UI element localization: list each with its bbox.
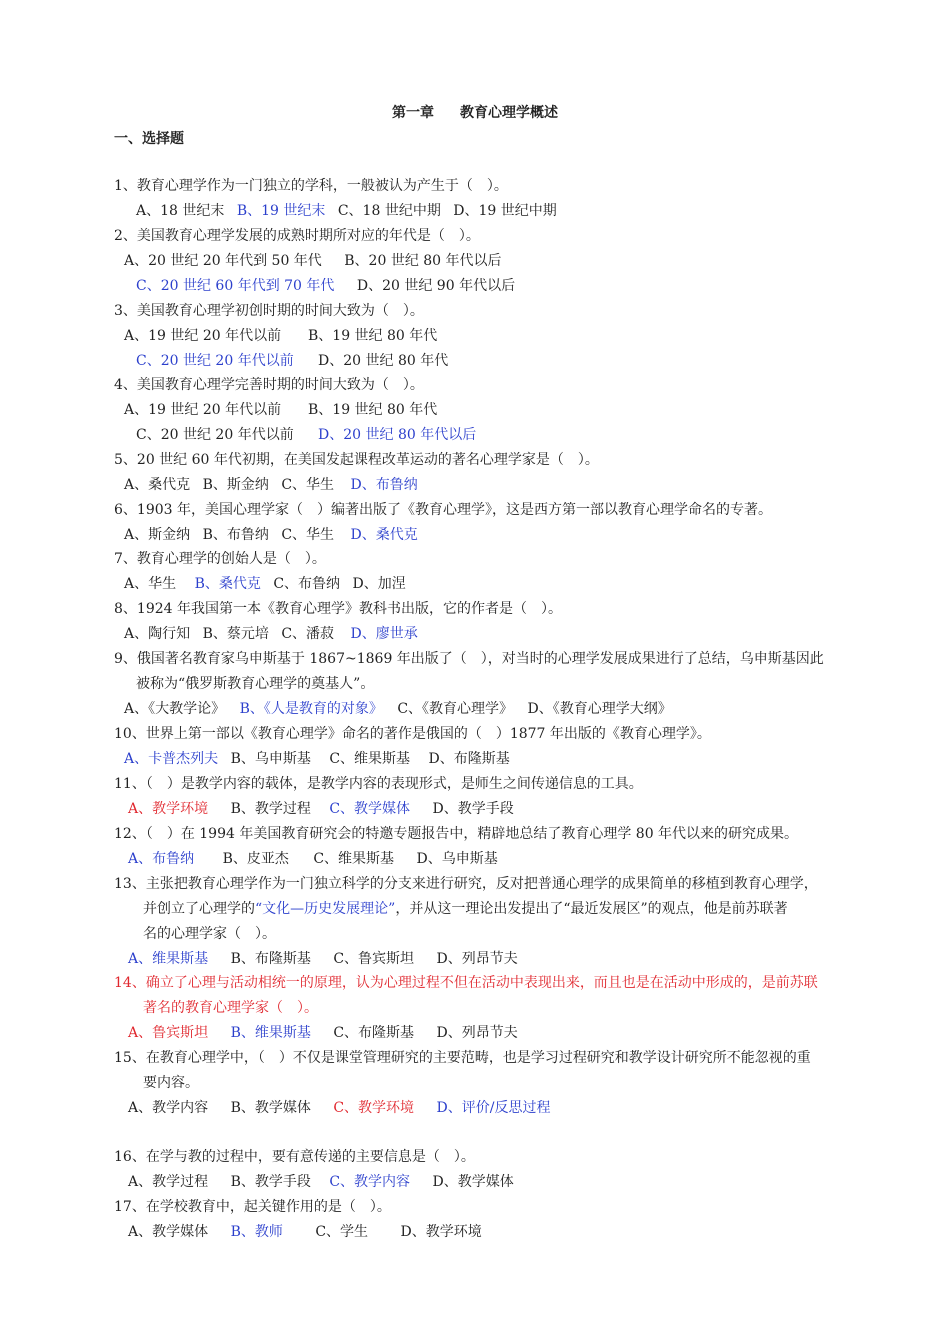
option-c: C、维果斯基 — [313, 851, 395, 867]
question-12: 12、（ ）在 1994 年美国教育研究会的特邀专题报告中，精辟地总结了教育心理学 80 年代以来的研究成果。 — [114, 826, 799, 842]
section-heading: 一、选择题 — [114, 131, 184, 147]
option-a: A、19 世纪 20 年代以前 — [124, 402, 282, 418]
question-3: 3、美国教育心理学初创时期的时间大致为（ ）。 — [114, 303, 424, 319]
option-a: A、斯金纳 — [124, 527, 191, 543]
option-d: D、教学环境 — [400, 1224, 482, 1240]
option-d: D、布隆斯基 — [428, 751, 510, 767]
option-b: B、乌申斯基 — [230, 751, 311, 767]
option-b: B、20 世纪 80 年代以后 — [344, 253, 502, 269]
chapter-name: 教育心理学概述 — [460, 105, 558, 121]
option-a: A、华生 — [124, 576, 177, 592]
option-d: D、乌申斯基 — [416, 851, 498, 867]
option-b: B、教学媒体 — [230, 1100, 311, 1116]
option-d: D、加涅 — [352, 576, 406, 592]
option-b: B、教学过程 — [230, 801, 311, 817]
option-a-marked: A、鲁宾斯坦 — [128, 1025, 209, 1041]
question-16-options — [128, 1172, 514, 1192]
option-d-answer: D、评价/反思过程 — [436, 1100, 551, 1116]
question-8: 8、1924 年我国第一本《教育心理学》教科书出版，它的作者是（ ）。 — [114, 601, 562, 617]
option-c: C、布鲁纳 — [273, 576, 341, 592]
question-10: 10、世界上第一部以《教育心理学》命名的著作是俄国的（ ）1877 年出版的《教育心理学》。 — [114, 726, 711, 742]
question-1: 1、教育心理学作为一门独立的学科，一般被认为产生于（ ）。 — [114, 178, 508, 194]
question-17: 17、在学校教育中，起关键作用的是（ ）。 — [114, 1199, 391, 1215]
theory-name-highlight: “文化—历史发展理论” — [255, 901, 396, 917]
option-d: D、列昂节夫 — [436, 951, 518, 967]
question-16: 16、在学与教的过程中，要有意传递的主要信息是（ ）。 — [114, 1149, 475, 1165]
question-8-options — [124, 624, 418, 644]
option-a: A、教学内容 — [128, 1100, 209, 1116]
option-b: B、蔡元培 — [202, 626, 269, 642]
question-4-options-ab — [124, 400, 437, 420]
question-15: 15、在教育心理学中，（ ）不仅是课堂管理研究的主要范畴，也是学习过程研究和教学设计研究所不能忽视的重 — [114, 1050, 811, 1066]
question-3-options-ab — [124, 326, 437, 346]
question-10-options — [124, 749, 510, 769]
option-a: A、《大教学论》 — [124, 701, 226, 717]
option-b-answer: B、维果斯基 — [230, 1025, 311, 1041]
question-12-options — [128, 849, 498, 869]
option-d: D、19 世纪中期 — [453, 203, 557, 219]
question-11: 11、（ ）是教学内容的载体，是教学内容的表现形式，是师生之间传递信息的工具。 — [114, 776, 643, 792]
option-b-answer: B、桑代克 — [194, 576, 261, 592]
option-b: B、布隆斯基 — [230, 951, 311, 967]
option-a: A、桑代克 — [124, 477, 191, 493]
question-13-options — [128, 949, 518, 969]
option-d: D、《教育心理学大纲》 — [527, 701, 672, 717]
question-14-options — [128, 1023, 518, 1043]
question-13-text-b: ，并从这一理论出发提出了“最近发展区”的观点，他是前苏联著 — [395, 901, 788, 917]
option-c: C、18 世纪中期 — [337, 203, 441, 219]
question-17-options — [128, 1222, 482, 1242]
option-b: B、斯金纳 — [202, 477, 269, 493]
option-c: C、华生 — [281, 477, 335, 493]
question-6-options — [124, 525, 418, 545]
option-a: A、19 世纪 20 年代以前 — [124, 328, 282, 344]
question-2-options-ab — [124, 251, 502, 271]
option-c: C、潘菽 — [281, 626, 335, 642]
option-b: B、19 世纪 80 年代 — [308, 402, 438, 418]
question-5: 5、20 世纪 60 年代初期，在美国发起课程改革运动的著名心理学家是（ ）。 — [114, 452, 599, 468]
option-c-answer: C、教学内容 — [329, 1174, 411, 1190]
option-c: C、鲁宾斯坦 — [333, 951, 415, 967]
question-14-continued: 著名的教育心理学家（ ）。 — [143, 1000, 318, 1016]
option-c-answer: C、20 世纪 60 年代到 70 年代 — [136, 278, 335, 294]
question-13-end: 名的心理学家（ ）。 — [143, 926, 276, 942]
question-9: 9、俄国著名教育家乌申斯基于 1867~1869 年出版了（ ），对当时的心理学发展成果进行了总结，乌申斯基因此 — [114, 651, 824, 667]
option-d: D、20 世纪 90 年代以后 — [356, 278, 516, 294]
option-c-answer: C、20 世纪 20 年代以前 — [136, 353, 294, 369]
option-c: C、《教育心理学》 — [397, 701, 514, 717]
option-a-answer: A、维果斯基 — [128, 951, 209, 967]
option-a: A、20 世纪 20 年代到 50 年代 — [124, 253, 322, 269]
question-7: 7、教育心理学的创始人是（ ）。 — [114, 551, 326, 567]
question-2: 2、美国教育心理学发展的成熟时期所对应的年代是（ ）。 — [114, 228, 480, 244]
question-1-options — [136, 201, 557, 221]
question-7-options — [124, 574, 406, 594]
question-13-continued — [143, 899, 788, 919]
question-13-text-a: 并创立了心理学的 — [143, 901, 255, 917]
question-9-continued: 被称为“俄罗斯教育心理学的奠基人”。 — [136, 676, 375, 692]
option-b: B、19 世纪 80 年代 — [308, 328, 438, 344]
option-a-marked: A、教学环境 — [128, 801, 209, 817]
option-c-marked: C、教学环境 — [333, 1100, 415, 1116]
question-6: 6、1903 年，美国心理学家（ ）编著出版了《教育心理学》，这是西方第一部以教育心理学命名的专著。 — [114, 502, 772, 518]
option-d: D、教学手段 — [432, 801, 514, 817]
option-c: C、20 世纪 20 年代以前 — [136, 427, 294, 443]
option-b: B、皮亚杰 — [222, 851, 289, 867]
question-9-options — [124, 699, 672, 719]
option-d-answer: D、桑代克 — [350, 527, 418, 543]
option-a-answer: A、布鲁纳 — [128, 851, 195, 867]
option-a: A、陶行知 — [124, 626, 191, 642]
option-b-answer: B、《人是教育的对象》 — [239, 701, 383, 717]
question-14: 14、确立了心理与活动相统一的原理，认为心理过程不但在活动中表现出来，而且也是在活动中形成的，是前苏联 — [114, 975, 818, 991]
page-title — [0, 102, 950, 122]
option-c: C、华生 — [281, 527, 335, 543]
question-4-options-cd — [136, 425, 476, 445]
option-c: C、布隆斯基 — [333, 1025, 415, 1041]
option-b-answer: B、19 世纪末 — [236, 203, 326, 219]
question-15-options — [128, 1098, 550, 1118]
chapter-number: 第一章 — [392, 105, 434, 121]
question-15-continued: 要内容。 — [143, 1075, 199, 1091]
option-d: D、列昂节夫 — [436, 1025, 518, 1041]
question-4: 4、美国教育心理学完善时期的时间大致为（ ）。 — [114, 377, 424, 393]
option-d: D、20 世纪 80 年代 — [318, 353, 449, 369]
question-11-options — [128, 799, 514, 819]
option-d-answer: D、布鲁纳 — [350, 477, 418, 493]
question-3-options-cd — [136, 351, 448, 371]
option-a: A、18 世纪末 — [136, 203, 225, 219]
option-b: B、教学手段 — [230, 1174, 311, 1190]
option-b: B、布鲁纳 — [202, 527, 269, 543]
question-13: 13、主张把教育心理学作为一门独立科学的分支来进行研究，反对把普通心理学的成果简单的移植到教育心理学， — [114, 876, 818, 892]
option-a-answer: A、卡普杰列夫 — [124, 751, 219, 767]
option-c-answer: C、教学媒体 — [329, 801, 411, 817]
option-d: D、教学媒体 — [432, 1174, 514, 1190]
question-2-options-cd — [136, 276, 515, 296]
option-a: A、教学媒体 — [128, 1224, 209, 1240]
option-b-answer: B、教师 — [230, 1224, 283, 1240]
option-c: C、维果斯基 — [329, 751, 411, 767]
option-d-answer: D、廖世承 — [350, 626, 418, 642]
option-d-answer: D、20 世纪 80 年代以后 — [318, 427, 477, 443]
option-a: A、教学过程 — [128, 1174, 209, 1190]
question-5-options — [124, 475, 418, 495]
option-c: C、学生 — [315, 1224, 369, 1240]
